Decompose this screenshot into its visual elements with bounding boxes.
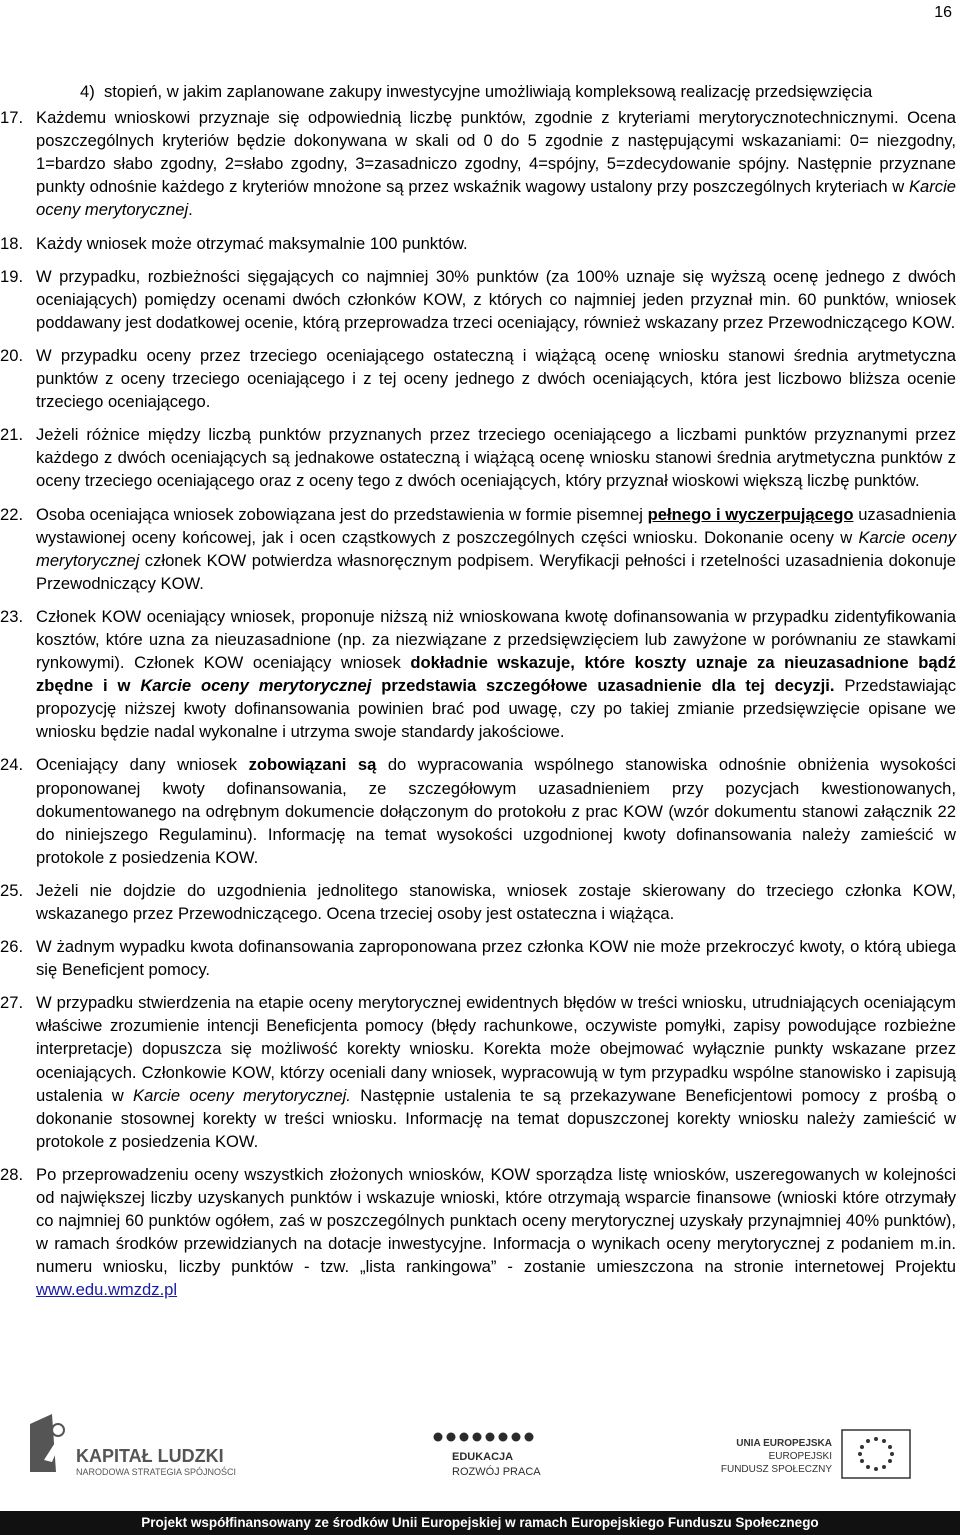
item-emphasis: pełnego i wyczerpującego (647, 504, 854, 524)
item-number: 21. (0, 425, 24, 445)
edu-dot (499, 1433, 508, 1442)
paragraph-24 (0, 753, 956, 868)
kapital-ludzki-emblem (30, 1414, 56, 1472)
item-text: W przypadku oceny przez trzeciego oceniającego ostateczną i wiążącą ocenę wniosku stanowi średnia arytmetyczna punktów z oceny trzeciego oceniającego i z tej oceny jednego z dwóch oceniających, która jest liczbowo bliższa ocenie trzeciego oceniającego. (36, 345, 956, 412)
paragraph-18 (0, 232, 956, 255)
item-number: 23. (0, 606, 24, 626)
item-number: 25. (0, 880, 24, 900)
item-text: Każdemu wnioskowi przyznaje się odpowiednią liczbę punktów, zgodnie z kryteriami merytorycznotechnicznymi. Ocena poszczególnych kryteriów będzie dokonywana w skali od 0 do 5 zgodnie z następującymi wskazaniami: 0= niezgodny, 1=bardzo słabo zgodny, 2=słabo zgodny, 3=zasadniczo zgodny, 4=spójny, 5=zdecydowanie spójny. Następnie przyznane punkty odnośnie każdego z kryteriów mnożone są przez wskaźnik wagowy ustalony przy poszczególnych kryteriach w (36, 108, 956, 197)
kapital-ludzki-figure-head (52, 1424, 64, 1436)
item-emphasis: Karcie oceny merytorycznej (140, 676, 372, 696)
funding-footer: Projekt współfinansowany ze środków Unii Europejskiej w ramach Europejskiego Funduszu Społecznego (0, 1511, 960, 1535)
item-number: 27. (0, 993, 24, 1013)
eu-logo (721, 1430, 910, 1478)
edu-dot (512, 1433, 521, 1442)
item-emphasis: zobowiązani są (248, 755, 377, 775)
item-text: do wypracowania wspólnego stanowiska odnośnie obniżenia wysokości proponowanej kwoty dofinansowania, ze szczegółowym uzasadnieniem przy pozycjach kwestionowanych, dokumentowanego na odrębnym dokumencie dołączonym do protokołu z prac KOW (wzór dokumentu stanowi załącznik 22 do niniejszego Regulaminu). Informację na temat wysokości uzgodnionej kwoty dofinansowania należy zamieścić w protokole z posiedzenia KOW. (36, 755, 956, 867)
item-emphasis: przedstawia szczegółowe uzasadnienie dla tej decyzji. (371, 676, 835, 696)
kapital-ludzki-title: KAPITAŁ LUDZKI (76, 1446, 224, 1466)
edu-dot (460, 1433, 469, 1442)
edu-dot (434, 1433, 443, 1442)
item-text: Jeżeli różnice między liczbą punktów przyznanych przez trzeciego oceniającego a liczbami punktów przyznanymi przez każdego z dwóch oceniających są jednakowe ostateczną i wiążącą ocenę wniosku stanowi średnia arytmetyczna punktów z oceny trzeciego oceniającego oraz z oceny tego z dwóch oceniających, który przyznał wioskowi większą liczbę punktów. (36, 425, 956, 491)
footer-logos (0, 1412, 960, 1510)
item-text: uzasadnienia wystawionej oceny końcowej, jak i ocen cząstkowych z poszczególnych części wniosku. Dokonanie oceny w (36, 504, 956, 547)
item-text: Członek KOW oceniający wniosek, proponuje niższą niż wnioskowana kwotę dofinansowania w przypadku zidentyfikowania kosztów, które uzna za nieuzasadnione (np. za niezwiązane z przedsięwzięciem lub zawyżone w porównaniu ze stawkami rynkowymi). Członek KOW oceniający wniosek (36, 606, 956, 673)
item-text: Jeżeli nie dojdzie do uzgodnienia jednolitego stanowiska, wniosek zostaje skierowany do trzeciego członka KOW, wskazanego przez Przewodniczącego. Ocena trzeciej osoby jest ostateczna i wiążąca. (36, 880, 956, 923)
kapital-ludzki-logo (30, 1414, 236, 1477)
item-text: Oceniający dany wniosek (36, 755, 249, 775)
item-text: . (188, 200, 193, 220)
eu-line3: FUNDUSZ SPOŁECZNY (720, 1464, 832, 1475)
item-text: stopień, w jakim zaplanowane zakupy inwestycyjne umożliwiają kompleksową realizację przedsięwzięcia (104, 82, 873, 101)
paragraph-19 (0, 265, 956, 334)
item-emphasis: dokładnie wskazuje, które koszty uznaje za nieuzasadnione bądź zbędne i w (36, 653, 957, 696)
item-number: 22. (0, 504, 24, 524)
item-number: 20. (0, 345, 24, 365)
item-text: Osoba oceniająca wniosek zobowiązana jest do przedstawienia w formie pisemnej (36, 504, 648, 524)
kapital-ludzki-subtitle: NARODOWA STRATEGIA SPÓJNOŚCI (76, 1467, 237, 1477)
edukacja-line1: EDUKACJA (452, 1451, 514, 1463)
item-number: 26. (0, 937, 24, 957)
item-emphasis: Karcie oceny merytorycznej (36, 527, 956, 570)
project-website-link[interactable]: www.edu.wmzdz.pl (36, 1280, 178, 1300)
item-number: 24. (0, 755, 24, 775)
eu-line1: UNIA EUROPEJSKA (736, 1438, 832, 1449)
logo-strip (0, 1412, 960, 1510)
item-text: W przypadku, rozbieżności sięgających co najmniej 30% punktów (za 100% uznaje się wyższą ocenę jednego z dwóch oceniających) pomiędzy ocenami dwóch członków KOW, z których co najmniej jeden przyznał min. 60 punktów, wniosek poddawany jest dodatkowej ocenie, którą przeprowadza trzeci oceniający, również wskazany przez Przewodniczącego KOW. (36, 266, 956, 332)
edukacja-logo (434, 1433, 542, 1479)
item-text: Następnie ustalenia te są przekazywane Beneficjentowi pomocy z prośbą o dokonanie stosownej korekty w treści wniosku. Informację na temat dopuszczonej korekty wniosku należy zamieścić w protokole z posiedzenia KOW. (36, 1085, 957, 1151)
item-number: 28. (0, 1164, 24, 1184)
item-number: 18. (0, 233, 24, 253)
item-text: W żadnym wypadku kwota dofinansowania zaproponowana przez członka KOW nie może przekroczyć kwoty, o którą ubiega się Beneficjent pomocy. (36, 937, 956, 980)
paragraph-23 (0, 605, 956, 744)
item-text: członek KOW potwierdza własnoręcznym podpisem. Weryfikacji pełności i rzetelności uzasadnienia dokonuje Przewodniczący KOW. (36, 550, 956, 593)
eu-line2: EUROPEJSKI (768, 1451, 832, 1462)
paragraph-20 (0, 344, 956, 413)
edukacja-line2: ROZWÓJ PRACA (452, 1466, 541, 1478)
item-text: Po przeprowadzeniu oceny wszystkich złożonych wniosków, KOW sporządza listę wniosków, uszeregowanych w kolejności od największej liczby uzyskanych punktów i wskazuje wnioski, które otrzymają wsparcie finansowe (wnioski które otrzymały co najmniej 60 punktów ogółem, zaś w poszczególnych punktach oceny merytorycznej uzyskały przynajmniej 40% punktów), w ramach środków przewidzianych na dotacje inwestycyjne. Informacja o wynikach oceny merytorycznej z podaniem m.in. numeru wniosku, liczby punktów - tzw. „lista rankingowa” - zostanie umieszczona na stronie internetowej Projektu (36, 1164, 956, 1277)
regulation-text (0, 80, 956, 1302)
item-emphasis: Karcie oceny merytorycznej. (133, 1085, 351, 1105)
item-text: Przedstawiając propozycję niższej kwoty dofinansowania powinien brać pod uwagę, czy po takiej zmianie przedsięwzięcie opisane we wniosku będzie nadal wykonalne i utrzyma swoje standardy jakościowe. (36, 676, 956, 742)
edu-dot (447, 1433, 456, 1442)
item-number: 19. (0, 266, 24, 286)
paragraph-21 (0, 423, 956, 492)
edu-dot (486, 1433, 495, 1442)
paragraph-22 (0, 503, 956, 595)
paragraph-27 (0, 991, 956, 1153)
paragraph-25 (0, 879, 956, 925)
page-number: 16 (934, 4, 952, 21)
list-item-4 (0, 80, 956, 103)
item-emphasis: Karcie oceny merytorycznej (36, 177, 956, 220)
edu-dot (473, 1433, 482, 1442)
item-text: Każdy wniosek może otrzymać maksymalnie 100 punktów. (36, 233, 468, 253)
edu-dot (525, 1433, 534, 1442)
paragraph-28 (0, 1163, 956, 1302)
item-number: 17. (0, 108, 24, 128)
item-text: W przypadku stwierdzenia na etapie oceny merytorycznej ewidentnych błędów w treści wniosku, utrudniających oceniającym właściwe zrozumienie intencji Beneficjenta pomocy (błędy rachunkowe, oczywiste pomyłki, zapisy powodujące rozbieżne interpretacje) dopuszcza się możliwość korekty wniosku. Korekta może obejmować wyłącznie punkty wskazane przez oceniających. Członkowie KOW, którzy oceniali dany wniosek, wypracowują w tym przypadku wspólne stanowisko i zapisują ustalenia w (36, 993, 956, 1105)
paragraph-17 (0, 106, 956, 221)
item-number: 4) (80, 82, 95, 101)
paragraph-26 (0, 935, 956, 981)
